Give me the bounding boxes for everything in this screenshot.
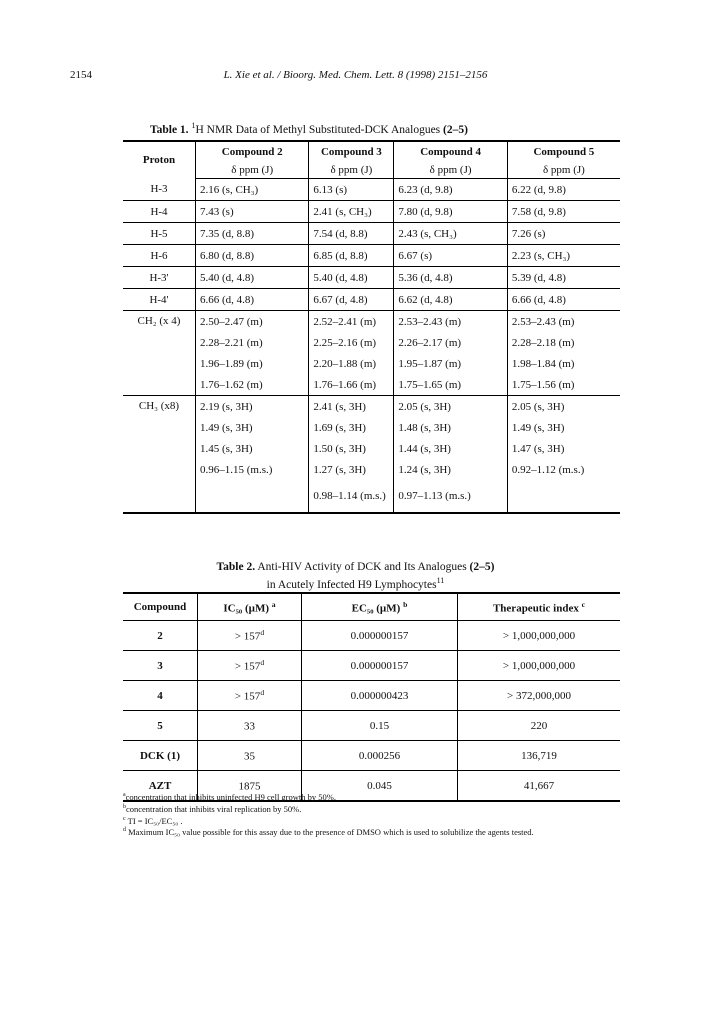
header-compound-4: Compound 4	[394, 141, 507, 162]
value-cell: 5.40 (d, 4.8)	[309, 267, 394, 289]
value-cell: 2.05 (s, 3H)	[507, 396, 620, 418]
ti-cell: > 1,000,000,000	[458, 651, 621, 681]
compound-cell: 5	[123, 711, 198, 741]
value-cell: 1.76–1.66 (m)	[309, 374, 394, 396]
value-cell: 2.28–2.21 (m)	[196, 332, 309, 353]
ic50-cell: 1875	[198, 771, 302, 802]
value-cell: 7.35 (d, 8.8)	[196, 223, 309, 245]
table-row	[123, 245, 620, 267]
value-cell: 1.50 (s, 3H)	[309, 438, 394, 459]
table1-caption-text: H NMR Data of Methyl Substituted-DCK Analogues	[195, 123, 441, 136]
table1-caption	[150, 121, 468, 136]
table-row	[123, 438, 620, 459]
value-cell: 1.75–1.65 (m)	[394, 374, 507, 396]
value-cell: 6.13 (s)	[309, 179, 394, 201]
ec50-cell: 0.000000157	[302, 621, 458, 651]
table2-caption-line2: in Acutely Infected H9 Lymphocytes	[266, 578, 437, 591]
table-subheader-row	[123, 162, 620, 179]
value-cell: 2.25–2.16 (m)	[309, 332, 394, 353]
ti-cell: > 1,000,000,000	[458, 621, 621, 651]
value-cell	[507, 480, 620, 513]
value-cell: 1.49 (s, 3H)	[507, 417, 620, 438]
value-cell: 1.75–1.56 (m)	[507, 374, 620, 396]
value-cell: 2.50–2.47 (m)	[196, 311, 309, 333]
value-cell: 1.95–1.87 (m)	[394, 353, 507, 374]
activity-table	[123, 592, 620, 802]
ti-cell: > 372,000,000	[458, 681, 621, 711]
header-ec50: EC₅₀ (µM) $^b$	[302, 593, 458, 621]
value-cell: 2.43 (s, CH₃)	[394, 223, 507, 245]
value-cell: 2.23 (s, CH₃)	[507, 245, 620, 267]
value-cell: 2.41 (s, 3H)	[309, 396, 394, 418]
page-number: 2154	[70, 69, 92, 81]
value-cell: 1.45 (s, 3H)	[196, 438, 309, 459]
proton-cell-ch2: CH₂ (x 4)	[123, 311, 196, 396]
value-cell: 1.48 (s, 3H)	[394, 417, 507, 438]
value-cell: 6.67 (s)	[394, 245, 507, 267]
subheader-c4: δ ppm (J)	[394, 162, 507, 179]
nmr-table	[123, 140, 620, 514]
compound-cell: 3	[123, 651, 198, 681]
value-cell: 6.22 (d, 9.8)	[507, 179, 620, 201]
table2-label: Table 2.	[216, 561, 256, 573]
header-therapeutic-index: Therapeutic index $^c$	[458, 593, 621, 621]
table-row	[123, 289, 620, 311]
table-header-row	[123, 593, 620, 621]
value-cell: 1.69 (s, 3H)	[309, 417, 394, 438]
value-cell: 6.85 (d, 8.8)	[309, 245, 394, 267]
ti-cell: 136,719	[458, 741, 621, 771]
proton-cell-ch3: CH₃ (x8)	[123, 396, 196, 514]
value-cell: 1.27 (s, 3H)	[309, 459, 394, 480]
value-cell: 1.96–1.89 (m)	[196, 353, 309, 374]
value-cell: 1.24 (s, 3H)	[394, 459, 507, 480]
table2-caption-text: Anti-HIV Activity of DCK and Its Analogues	[257, 561, 467, 573]
value-cell	[196, 480, 309, 513]
compound-cell: DCK (1)	[123, 741, 198, 771]
table2-caption	[0, 561, 711, 592]
value-cell: 2.20–1.88 (m)	[309, 353, 394, 374]
table-row	[123, 332, 620, 353]
value-cell: 7.80 (d, 9.8)	[394, 201, 507, 223]
table-row	[123, 353, 620, 374]
ic50-cell: > $157^d$	[198, 651, 302, 681]
value-cell: 6.66 (d, 4.8)	[507, 289, 620, 311]
compound-cell: 2	[123, 621, 198, 651]
footnotes	[123, 790, 534, 837]
value-cell: 7.26 (s)	[507, 223, 620, 245]
table-header-row	[123, 141, 620, 162]
proton-cell: H-3'	[123, 267, 196, 289]
value-cell: 1.44 (s, 3H)	[394, 438, 507, 459]
proton-cell: H-6	[123, 245, 196, 267]
subheader-c2: δ ppm (J)	[196, 162, 309, 179]
value-cell: 2.26–2.17 (m)	[394, 332, 507, 353]
table-row	[123, 480, 620, 513]
table-row	[123, 621, 620, 651]
ic50-cell: > $157^d$	[198, 621, 302, 651]
value-cell: 6.80 (d, 8.8)	[196, 245, 309, 267]
table-row	[123, 417, 620, 438]
value-cell: 2.19 (s, 3H)	[196, 396, 309, 418]
table-row	[123, 681, 620, 711]
running-head: L. Xie et al. / Bioorg. Med. Chem. Lett. 8 (1998) 2151–2156	[223, 69, 488, 81]
value-cell: 7.54 (d, 8.8)	[309, 223, 394, 245]
value-cell: 6.62 (d, 4.8)	[394, 289, 507, 311]
header-ic50: IC₅₀ (µM) $^a$	[198, 593, 302, 621]
proton-cell: H-3	[123, 179, 196, 201]
ec50-cell: 0.000000423	[302, 681, 458, 711]
value-cell: 2.28–2.18 (m)	[507, 332, 620, 353]
table-row	[123, 267, 620, 289]
value-cell: 1.76–1.62 (m)	[196, 374, 309, 396]
value-cell: 6.23 (d, 9.8)	[394, 179, 507, 201]
value-cell: 2.05 (s, 3H)	[394, 396, 507, 418]
footnote-c: $^c$ TI = IC₅₀/EC₅₀ .	[123, 815, 183, 826]
value-cell: 2.16 (s, CH₃)	[196, 179, 309, 201]
table2-caption-sup: 11	[436, 576, 445, 585]
value-cell: 7.58 (d, 9.8)	[507, 201, 620, 223]
ic50-cell: 35	[198, 741, 302, 771]
table-row	[123, 396, 620, 418]
proton-cell: H-4'	[123, 289, 196, 311]
header-compound-2: Compound 2	[196, 141, 309, 162]
value-cell: 2.53–2.43 (m)	[507, 311, 620, 333]
table1-caption-sup: 1	[191, 121, 196, 130]
header-proton: Proton	[123, 141, 196, 179]
ti-cell: 41,667	[458, 771, 621, 802]
ec50-cell: 0.000000157	[302, 651, 458, 681]
footnote-d: $^d$ Maximum IC₅₀ value possible for this assay due to the presence of DMSO which is used to solubilize the agents tested.	[123, 827, 534, 838]
value-cell: 5.40 (d, 4.8)	[196, 267, 309, 289]
table-row	[123, 311, 620, 333]
table-row	[123, 711, 620, 741]
table-row	[123, 741, 620, 771]
compound-cell: AZT	[123, 771, 198, 802]
header-compound: Compound	[123, 593, 198, 621]
subheader-c3: δ ppm (J)	[309, 162, 394, 179]
table-row	[123, 374, 620, 396]
ti-cell: 220	[458, 711, 621, 741]
value-cell: 6.67 (d, 4.8)	[309, 289, 394, 311]
table2-caption-range: (2–5)	[469, 561, 495, 573]
proton-cell: H-5	[123, 223, 196, 245]
ec50-cell: 0.15	[302, 711, 458, 741]
ec50-cell: 0.000256	[302, 741, 458, 771]
table1-label: Table 1.	[150, 123, 189, 136]
footnote-b: $^b$concentration that inhibits viral replication by 50%.	[123, 803, 302, 814]
value-cell: 2.41 (s, CH₃)	[309, 201, 394, 223]
value-cell: 0.96–1.15 (m.s.)	[196, 459, 309, 480]
table-row	[123, 201, 620, 223]
header-compound-3: Compound 3	[309, 141, 394, 162]
table-row	[123, 651, 620, 681]
table-row	[123, 459, 620, 480]
value-cell: 0.97–1.13 (m.s.)	[394, 480, 507, 513]
ic50-cell: > $157^d$	[198, 681, 302, 711]
header-compound-5: Compound 5	[507, 141, 620, 162]
value-cell: 0.92–1.12 (m.s.)	[507, 459, 620, 480]
subheader-c5: δ ppm (J)	[507, 162, 620, 179]
value-cell: 0.98–1.14 (m.s.)	[309, 480, 394, 513]
table1-caption-range: (2–5)	[443, 123, 468, 136]
table-row	[123, 223, 620, 245]
value-cell: 5.39 (d, 4.8)	[507, 267, 620, 289]
ec50-cell: 0.045	[302, 771, 458, 802]
value-cell: 2.53–2.43 (m)	[394, 311, 507, 333]
value-cell: 7.43 (s)	[196, 201, 309, 223]
value-cell: 2.52–2.41 (m)	[309, 311, 394, 333]
value-cell: 1.98–1.84 (m)	[507, 353, 620, 374]
value-cell: 1.49 (s, 3H)	[196, 417, 309, 438]
footnote-a: $^a$concentration that inhibits uninfected H9 cell growth by 50%.	[123, 791, 336, 802]
ic50-cell: 33	[198, 711, 302, 741]
value-cell: 1.47 (s, 3H)	[507, 438, 620, 459]
value-cell: 5.36 (d, 4.8)	[394, 267, 507, 289]
table-row	[123, 179, 620, 201]
compound-cell: 4	[123, 681, 198, 711]
proton-cell: H-4	[123, 201, 196, 223]
value-cell: 6.66 (d, 4.8)	[196, 289, 309, 311]
